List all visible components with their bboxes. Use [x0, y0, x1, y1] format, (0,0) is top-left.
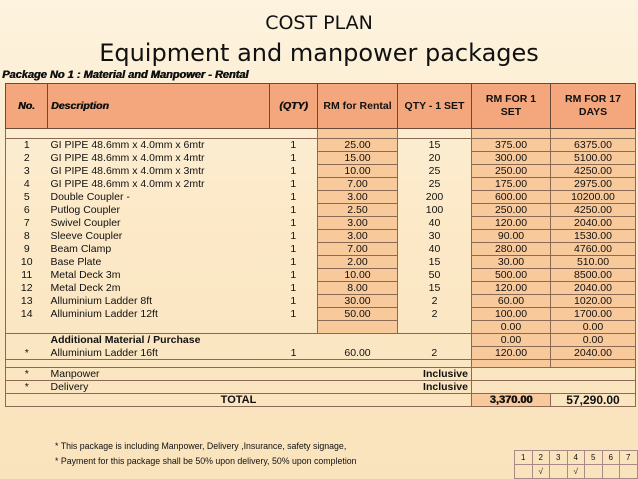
additional-qty: 1: [290, 346, 297, 359]
additional-heading: Additional Material / Purchase: [48, 334, 270, 347]
row-qty-set: 2: [431, 308, 438, 320]
table-row: [6, 256, 636, 269]
pager-mark: [620, 465, 638, 479]
note-item: * This package is including Manpower, Delivery ,Insurance, safety signage,: [55, 441, 347, 451]
table-row: [6, 295, 636, 308]
row-description: GI PIPE 48.6mm x 4.0mm x 3mtr: [50, 165, 205, 177]
total-label: TOTAL: [6, 394, 472, 407]
row-qty: 1: [290, 282, 297, 294]
page-subtitle: Equipment and manpower packages: [99, 39, 539, 67]
header-spacer-row: [6, 129, 636, 139]
row-no: 3: [6, 165, 48, 178]
extra-value: Inclusive: [398, 368, 472, 381]
row-no: 12: [6, 282, 48, 295]
table-row: [6, 191, 636, 204]
pager-number: 4: [567, 451, 585, 465]
header-qty-set: QTY - 1 SET: [398, 84, 472, 129]
table-row: [6, 165, 636, 178]
cost-table: [5, 83, 636, 407]
table-row: [6, 178, 636, 191]
row-qty-set: 40: [428, 243, 441, 255]
row-rm-set: 175.00: [472, 178, 551, 191]
row-rm-rental: 30.00: [318, 295, 398, 308]
row-rm-set: 250.00: [472, 204, 551, 217]
row-rm-days: 510.00: [551, 256, 636, 269]
pager-mark: [515, 465, 533, 479]
additional-heading-row: [6, 334, 636, 347]
pager-mark: √: [532, 465, 550, 479]
page-tracker: [514, 450, 638, 479]
row-qty-set: 2: [431, 295, 438, 307]
row-no: 9: [6, 243, 48, 256]
additional-desc: Alluminium Ladder 16ft: [50, 346, 158, 359]
row-qty: 1: [290, 178, 297, 190]
row-rm-days: 1020.00: [551, 295, 636, 308]
row-qty-set: 20: [428, 152, 441, 164]
row-rm-rental: 50.00: [318, 308, 398, 321]
pager-number: 7: [620, 451, 638, 465]
pager-numbers-row: [515, 451, 638, 465]
table-row: [6, 230, 636, 243]
row-qty: 1: [290, 139, 297, 152]
row-qty-set: 25: [428, 165, 441, 177]
row-rm-set: 60.00: [472, 295, 551, 308]
row-qty: 1: [290, 152, 297, 164]
row-qty-set: 200: [425, 191, 444, 203]
row-rm-days: 1700.00: [551, 308, 636, 321]
additional-heading-rm-set: 0.00: [472, 334, 551, 347]
row-no: 2: [6, 152, 48, 165]
row-rm-set: 30.00: [472, 256, 551, 269]
header-no: No.: [6, 84, 48, 129]
table-header-row: [6, 84, 636, 129]
extra-value: Inclusive: [398, 381, 472, 394]
row-no: 7: [6, 217, 48, 230]
pager-number: 5: [585, 451, 603, 465]
row-rm-rental: 7.00: [318, 178, 398, 191]
row-rm-days: 8500.00: [551, 269, 636, 282]
row-description: GI PIPE 48.6mm x 4.0mm x 2mtr: [50, 178, 205, 190]
row-rm-days: 2040.00: [551, 217, 636, 230]
row-qty: 1: [290, 295, 297, 307]
header-rm-17days: RM FOR 17 DAYS: [551, 84, 636, 129]
row-description: Putlog Coupler: [50, 204, 120, 216]
row-rm-days: 5100.00: [551, 152, 636, 165]
row-qty-set: 15: [428, 282, 441, 294]
total-row: [6, 394, 636, 407]
row-rm-set: 500.00: [472, 269, 551, 282]
row-rm-set: 100.00: [472, 308, 551, 321]
row-rm-rental: 7.00: [318, 243, 398, 256]
row-rm-rental: 25.00: [318, 139, 398, 152]
row-description: Swivel Coupler: [50, 217, 121, 229]
row-description: GI PIPE 48.6mm x 4.0mm x 4mtr: [50, 152, 205, 164]
row-qty: 1: [290, 243, 297, 255]
row-rm-rental: 3.00: [318, 191, 398, 204]
extra-row-delivery: [6, 381, 636, 394]
row-qty: 1: [290, 256, 297, 268]
row-description: Sleeve Coupler: [50, 230, 123, 242]
pager-mark: [550, 465, 568, 479]
pager-number: 3: [550, 451, 568, 465]
table-row: [6, 204, 636, 217]
row-no: 6: [6, 204, 48, 217]
extra-no: *: [6, 381, 48, 394]
table-row: [6, 282, 636, 295]
extra-desc: Delivery: [48, 381, 270, 394]
row-rm-days: 6375.00: [551, 139, 636, 152]
total-rm-set: 3,370.00: [472, 394, 551, 407]
row-no: 4: [6, 178, 48, 191]
table-row: [6, 139, 636, 152]
row-rm-rental: 15.00: [318, 152, 398, 165]
row-no: 11: [6, 269, 48, 282]
extra-no: *: [6, 368, 48, 381]
row-rm-days: 10200.00: [551, 191, 636, 204]
header-qty: (QTY): [270, 84, 318, 129]
row-rm-rental: 8.00: [318, 282, 398, 295]
row-rm-set: 300.00: [472, 152, 551, 165]
row-no: 1: [6, 139, 48, 152]
row-rm-set: 280.00: [472, 243, 551, 256]
row-rm-set: 375.00: [472, 139, 551, 152]
row-qty-set: 30: [428, 230, 441, 242]
notes: [55, 439, 357, 469]
row-description: Metal Deck 2m: [50, 282, 121, 294]
additional-rental: 60.00: [344, 346, 371, 359]
row-no: 10: [6, 256, 48, 269]
row-rm-set: 90.00: [472, 230, 551, 243]
pager-mark: [585, 465, 603, 479]
blank-row: [6, 321, 636, 334]
additional-rm-set: 120.00: [472, 347, 551, 360]
additional-rm-days: 2040.00: [551, 347, 636, 360]
table-row: [6, 217, 636, 230]
row-rm-rental: 2.50: [318, 204, 398, 217]
pager-number: 6: [602, 451, 620, 465]
row-qty: 1: [290, 191, 297, 203]
pager-number: 1: [515, 451, 533, 465]
additional-heading-rm-days: 0.00: [551, 334, 636, 347]
row-description: Beam Clamp: [50, 243, 112, 255]
row-no: 13: [6, 295, 48, 308]
row-qty: 1: [290, 308, 297, 320]
additional-qty-set: 2: [431, 346, 438, 359]
row-qty: 1: [290, 217, 297, 229]
row-rm-days: 4760.00: [551, 243, 636, 256]
row-qty: 1: [290, 230, 297, 242]
row-qty-set: 15: [428, 139, 441, 152]
row-qty-set: 100: [425, 204, 444, 216]
row-rm-rental: 10.00: [318, 165, 398, 178]
additional-item-row: [6, 347, 636, 360]
row-rm-set: 120.00: [472, 217, 551, 230]
row-qty: 1: [290, 165, 297, 177]
additional-no: *: [6, 347, 48, 360]
row-description: Alluminium Ladder 12ft: [50, 308, 158, 320]
row-qty: 1: [290, 269, 297, 281]
row-qty-set: 15: [428, 256, 441, 268]
pager-number: 2: [532, 451, 550, 465]
row-qty-set: 40: [428, 217, 441, 229]
table-row: [6, 308, 636, 321]
row-rm-days: 4250.00: [551, 204, 636, 217]
row-rm-set: 600.00: [472, 191, 551, 204]
pager-mark: √: [567, 465, 585, 479]
row-description: GI PIPE 48.6mm x 4.0mm x 6mtr: [50, 139, 205, 152]
row-description: Double Coupler -: [50, 191, 130, 203]
header-rm-set: RM FOR 1 SET: [472, 84, 551, 129]
separator-row: [6, 360, 636, 368]
row-rm-set: 250.00: [472, 165, 551, 178]
pager-marks-row: [515, 465, 638, 479]
row-rm-days: 1530.00: [551, 230, 636, 243]
blank-rm-days: 0.00: [551, 321, 636, 334]
pager-mark: [602, 465, 620, 479]
row-no: 14: [6, 308, 48, 321]
extra-row-manpower: [6, 368, 636, 381]
row-qty: 1: [290, 204, 297, 216]
table-row: [6, 152, 636, 165]
table-row: [6, 243, 636, 256]
row-rm-rental: 3.00: [318, 230, 398, 243]
page-title: COST PLAN: [265, 12, 373, 34]
extra-desc: Manpower: [48, 368, 270, 381]
row-rm-days: 4250.00: [551, 165, 636, 178]
row-rm-set: 120.00: [472, 282, 551, 295]
header-rm-rental: RM for Rental: [318, 84, 398, 129]
package-heading: Package No 1 : Material and Manpower - Rental: [2, 69, 249, 81]
blank-rm-set: 0.00: [472, 321, 551, 334]
row-rm-rental: 2.00: [318, 256, 398, 269]
row-description: Alluminium Ladder 8ft: [50, 295, 153, 307]
row-qty-set: 50: [428, 269, 441, 281]
row-rm-rental: 10.00: [318, 269, 398, 282]
row-no: 5: [6, 191, 48, 204]
row-rm-rental: 3.00: [318, 217, 398, 230]
total-rm-days: 57,290.00: [551, 394, 636, 407]
row-description: Metal Deck 3m: [50, 269, 121, 281]
row-no: 8: [6, 230, 48, 243]
note-item: * Payment for this package shall be 50% upon delivery, 50% upon completion: [55, 456, 357, 466]
table-row: [6, 269, 636, 282]
row-rm-days: 2040.00: [551, 282, 636, 295]
row-qty-set: 25: [428, 178, 441, 190]
header-description: Description: [48, 84, 270, 129]
row-description: Base Plate: [50, 256, 102, 268]
row-rm-days: 2975.00: [551, 178, 636, 191]
